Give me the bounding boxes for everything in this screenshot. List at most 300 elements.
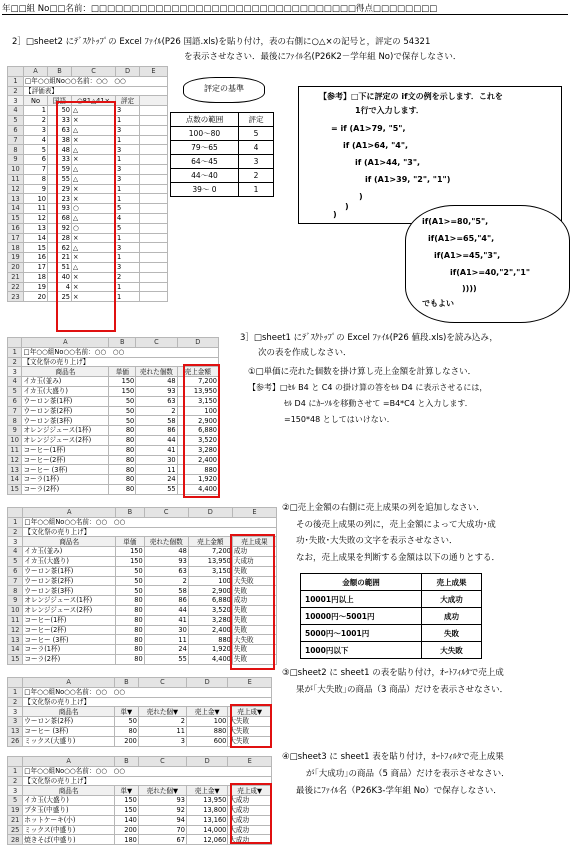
table-row [171,169,274,183]
col-header: C [72,67,116,77]
col-header: B [116,508,145,518]
table-row [8,547,277,557]
col-header: E [228,757,272,767]
row-header: 11 [8,174,24,184]
row-header: 8 [8,145,24,155]
item-cell: ウーロン茶(2杯) [23,576,116,586]
filter-header[interactable]: 商品名 [23,707,115,717]
ref-line: 【参考】□下に評定の if文の例を示します．これを [319,92,503,101]
score-cell: 28 [48,233,72,243]
ref-line: 1行で入力します． [355,106,424,115]
header-cell: 売上金額 [177,367,218,377]
col-header: B [109,338,136,348]
row-header: 10 [8,164,24,174]
row-header: 7 [8,576,23,586]
header-cell: 売上成果 [232,537,276,547]
table-row [8,805,272,815]
row-header: 15 [8,654,23,664]
price-cell: 80 [116,654,145,664]
grade-cell: 3 [116,145,140,155]
table-row [8,475,219,485]
price-cell: 50 [116,576,145,586]
grade-cell: 2 [238,169,273,183]
row-header: 8 [8,416,22,426]
corner-cell [8,678,23,688]
price-cell: 150 [114,805,138,815]
row-header: 6 [8,125,24,135]
q3-step2-line3: 功･失敗･大失敗の文字を表示させなさい． [296,536,458,546]
score-cell: 23 [48,194,72,204]
q3-step1-ref1: 【参考】□ｾﾙ B4 と C4 の掛け算の答をｾﾙ D4 に表示させるには， [248,383,488,392]
table-row [171,155,274,169]
qty-cell: 92 [138,805,186,815]
no-cell: 7 [24,164,48,174]
price-cell: 200 [114,736,138,746]
result-cell: 大失敗 [228,726,272,736]
row-header: 21 [8,815,23,825]
result-cell: 失敗 [232,615,276,625]
col-header: C [138,678,186,688]
header-cell: No [24,96,48,106]
price-cell: 80 [116,596,145,606]
mark-cell: × [72,115,116,125]
item-cell: ミックス(中盛り) [23,825,115,835]
table-row [8,576,277,586]
amount-cell: 100 [188,576,232,586]
no-cell: 12 [24,213,48,223]
price-cell: 80 [109,484,136,494]
grade-cell: 3 [116,262,140,272]
amount-cell: 1,920 [177,475,218,485]
row-header: 10 [8,605,23,615]
price-cell: 200 [114,825,138,835]
item-cell: オレンジジュース(1杯) [23,596,116,606]
row-header: 7 [8,135,24,145]
mark-cell: △ [72,213,116,223]
sheet-title-row: □年○○組No○○名前：○○ ○○ [24,76,168,86]
mark-cell: ○ [72,204,116,214]
col-header: C [144,508,188,518]
row-header: 21 [8,272,24,282]
price-cell: 50 [116,566,145,576]
corner-cell [8,757,23,767]
no-cell: 17 [24,262,48,272]
row-header: 4 [8,377,22,387]
price-cell: 150 [114,796,138,806]
filter-header[interactable]: 売れた個▼ [138,707,186,717]
q3-step4-line1: ④□sheet3 に sheet1 表を貼り付け，ｵｰﾄﾌｨﾙﾀで売上成果 [282,752,504,762]
qty-cell: 93 [136,386,177,396]
sheet-label-row: 【文化祭の売り上げ】 [23,776,272,786]
cloud-line: if(A1>=65,"4", [428,234,495,243]
table-row [8,736,272,746]
mark-cell: △ [72,243,116,253]
sales-criteria-head: 金額の範囲 [301,574,422,591]
table-row [301,608,482,625]
result-cell: 成功 [421,608,481,625]
table-row [301,591,482,608]
alt-if-cloud [405,205,570,323]
price-cell: 80 [116,635,145,645]
qty-cell: 41 [144,615,188,625]
qty-cell: 48 [144,547,188,557]
header-cell: 売れた個数 [136,367,177,377]
price-cell: 50 [109,406,136,416]
row-header: 6 [8,396,22,406]
mark-cell: × [72,233,116,243]
qty-cell: 93 [138,796,186,806]
item-cell: イカ玉(大盛り) [23,556,116,566]
ref-line: = if (A1>79, "5", [331,124,406,133]
item-cell: コーヒー (3杯) [22,465,109,475]
score-cell: 92 [48,223,72,233]
table-row [8,586,277,596]
qty-cell: 2 [138,717,186,727]
qty-cell: 58 [144,586,188,596]
row-header: 13 [8,635,23,645]
price-cell: 150 [116,556,145,566]
price-cell: 150 [109,377,136,387]
item-cell: イカ玉(大盛り) [23,796,115,806]
filter-header[interactable]: 売上金▼ [186,786,227,796]
row-header: 12 [8,625,23,635]
ref-line: ) [333,210,337,219]
grade-cell: 3 [238,155,273,169]
grade-cell: 5 [116,223,140,233]
mark-cell: ○ [72,223,116,233]
result-cell: 大成功 [232,556,276,566]
header-cell: 評定 [116,96,140,106]
grade-cell: 1 [116,135,140,145]
table-row [8,625,277,635]
mark-cell: △ [72,125,116,135]
filter-header[interactable]: 売れた個▼ [138,786,186,796]
amount-cell: 1,920 [188,645,232,655]
price-cell: 80 [116,645,145,655]
range-cell: 5000円〜1001円 [301,625,422,642]
price-cell: 140 [114,815,138,825]
row-header: 19 [8,253,24,263]
table-row [8,386,219,396]
score-cell: 93 [48,204,72,214]
item-cell: コーラ(2杯) [22,484,109,494]
row-header: 10 [8,435,22,445]
table-row [8,445,219,455]
amount-cell: 2,400 [177,455,218,465]
price-cell: 50 [114,717,138,727]
grade-spreadsheet: A B C D E 1 □年○○組No○○名前：○○ ○○ 2 【評価表】 3 No 国語 ○81△41× 評定 4 1 50 △ 3 5 2 33 × 1 6 3 63 △ 3 7 4 38 × 1 8 5 48 △ 3 9 6 33 × 1 10 7 59 △ 3 11 8 55 △ 3 12 9 29 × 1 13 10 23 × 1 14 11 93 ○ 5 15 12 68 △ 4 16 13 92 ○ 5 17 14 28 × 1 18 15 62 △ 3 19 16 21 × 1 20 17 51 △ 3 21 18 40 × 2 22 19 4 × 1 23 20 25 × 1 [7,66,168,302]
table-row [8,556,277,566]
cloud-line: if(A1>=80,"5", [422,217,489,226]
table-row [8,233,168,243]
filter-header[interactable]: 売上成▼ [228,786,272,796]
row-header: 15 [8,213,24,223]
corner-cell [8,508,23,518]
mark-cell: × [72,282,116,292]
q3-step3-line1: ③□sheet2 に sheet1 の表を貼り付け，ｵｰﾄﾌｨﾙﾀで売上成 [282,668,504,678]
amount-cell: 7,200 [188,547,232,557]
row-header: 4 [8,547,23,557]
table-row [8,204,168,214]
ref-line: if (A1>44, "3", [355,158,421,167]
item-cell: コーヒー (3杯) [23,635,116,645]
table-row [171,141,274,155]
row-header: 14 [8,204,24,214]
amount-cell: 2,900 [188,586,232,596]
price-cell: 80 [109,426,136,436]
grade-cell: 1 [116,292,140,302]
col-header: B [114,757,138,767]
col-header: E [228,678,272,688]
score-cell: 50 [48,106,72,116]
row-header: 12 [8,455,22,465]
result-cell: 失敗 [421,625,481,642]
row-header: 5 [8,386,22,396]
result-cell: 大失敗 [228,736,272,746]
header-cell: 単価 [116,537,145,547]
no-cell: 19 [24,282,48,292]
cloud-line: if(A1>=40,"2","1" [450,268,531,277]
cloud-line: )))) [462,284,477,293]
row-header: 5 [8,115,24,125]
cloud-line: if(A1>=45,"3", [434,251,501,260]
table-row [8,435,219,445]
table-row [8,465,219,475]
table-row [8,406,219,416]
score-cell: 68 [48,213,72,223]
amount-cell: 100 [186,717,227,727]
qty-cell: 58 [136,416,177,426]
score-cell: 51 [48,262,72,272]
amount-cell: 4,400 [188,654,232,664]
grade-cell: 2 [116,272,140,282]
filter-header[interactable]: 単▼ [114,786,138,796]
table-row [8,223,168,233]
table-row [8,835,272,845]
table-row [8,282,168,292]
result-cell: 大成功 [228,825,272,835]
mark-cell: △ [72,262,116,272]
q3-step4-line2: が｢大成功｣の商品（5 商品）だけを表示させなさい． [306,769,510,779]
item-cell: イカ玉(並み) [23,547,116,557]
sales-result-spreadsheet: A B C D E 1 □年○○組No○○名前：○○ ○○ 2 【文化祭の売り上げ】 3 商品名 単価 売れた個数 売上金額 売上成果 4 イカ玉(並み) 150 48 7,200 成功 5 イカ玉(大盛り) 150 93 13,950 大成功 6 ウーロン茶(1杯) 50 63 3,150 失敗 7 ウーロン茶(2杯) 50 2 100 大失敗 8 ウーロン茶(3杯) 50 58 2,900 失敗 9 オレンジジュース(1杯) 80 86 6,880 成功 10 オレンジジュース(2杯) 80 44 3,520 失敗 11 コーヒー(1杯) 80 41 3,280 失敗 12 コーヒー(2杯) 80 30 2,400 失敗 13 コーヒー (3杯) 80 11 880 大失敗 14 コーラ(1杯) 80 24 1,920 失敗 15 コーラ(2杯) 80 55 4,400 失敗 [7,507,277,665]
mark-cell: × [72,272,116,282]
range-cell: 79〜65 [171,141,239,155]
score-cell: 38 [48,135,72,145]
mark-cell: × [72,135,116,145]
criteria-head: 評定 [238,113,273,127]
table-row [8,377,219,387]
row-header: 7 [8,406,22,416]
table-row [8,596,277,606]
price-cell: 80 [116,625,145,635]
amount-cell: 880 [188,635,232,645]
price-cell: 50 [116,586,145,596]
amount-cell: 3,280 [188,615,232,625]
price-cell: 50 [109,416,136,426]
sales-spreadsheet: A B C D 1 □年○○組No○○名前：○○ ○○ 2 【文化祭の売り上げ】 3 商品名 単価 売れた個数 売上金額 4 イカ玉(並み) 150 48 7,200 5 イカ玉(大盛り) 150 93 13,950 6 ウーロン茶(1杯) 50 63 3,150 7 ウーロン茶(2杯) 50 2 100 8 ウーロン茶(3杯) 50 58 2,900 9 オレンジジュース(1杯) 80 86 6,880 10 オレンジジュース(2杯) 80 44 3,520 11 コーヒー(1杯) 80 41 3,280 12 コーヒー(2杯) 80 30 2,400 13 コーヒー (3杯) 80 11 880 14 コーラ(1杯) 80 24 1,920 15 コーラ(2杯) 80 55 4,400 [7,337,219,495]
result-cell: 大成功 [228,835,272,845]
qty-cell: 2 [136,406,177,416]
no-cell: 20 [24,292,48,302]
table-row [8,426,219,436]
amount-cell: 4,400 [177,484,218,494]
q3-step1-ref2: ｾﾙ D4 にｶｰｿﾙを移動させて =B4*C4 と入力します． [284,399,473,408]
qty-cell: 24 [144,645,188,655]
row-header: 13 [8,465,22,475]
q3-step3-line2: 果が｢大失敗｣の商品（3 商品）だけを表示させなさい． [296,685,509,695]
amount-cell: 13,950 [186,796,227,806]
mark-cell: × [72,184,116,194]
corner-cell [8,338,22,348]
row-header: 28 [8,835,23,845]
amount-cell: 14,000 [186,825,227,835]
row-header: 20 [8,262,24,272]
amount-cell: 6,880 [188,596,232,606]
row-header: 12 [8,184,24,194]
grade-cell: 1 [116,282,140,292]
score-cell: 33 [48,115,72,125]
filtered-fail-spreadsheet: A B C D E 1 □年○○組No○○名前：○○ ○○ 2 【文化祭の売り上げ】 3 商品名 単▼ 売れた個▼ 売上金▼ 売上成▼ 3 ウーロン茶(2杯) 50 2 100 大失敗 13 コーヒー (3杯) 80 11 880 大失敗 26 ミックス(大盛り) 200 3 600 大失敗 [7,677,272,747]
range-cell: 10001円以上 [301,591,422,608]
sheet-title-row: □年○○組No○○名前：○○ ○○ [23,687,272,697]
row-header: 25 [8,825,23,835]
no-cell: 5 [24,145,48,155]
grade-cell: 1 [238,183,273,197]
col-header: E [140,67,168,77]
sales-criteria-table [300,573,482,659]
price-cell: 80 [114,726,138,736]
grade-cell: 5 [238,127,273,141]
item-cell: ウーロン茶(3杯) [22,416,109,426]
result-cell: 大失敗 [232,635,276,645]
table-row [8,484,219,494]
header-cell: 商品名 [22,367,109,377]
q3-step4-line3: 最後にﾌｧｲﾙ名（P26K3-学年組 No）で保存しなさい． [296,786,502,796]
qty-cell: 86 [136,426,177,436]
amount-cell: 3,150 [177,396,218,406]
table-row [8,455,219,465]
no-cell: 11 [24,204,48,214]
sheet-label-row: 【文化祭の売り上げ】 [23,527,277,537]
score-cell: 55 [48,174,72,184]
table-row [8,135,168,145]
name-score-header: 年□□組 No□□名前：□□□□□□□□□□□□□□□□□□□□□□□□□□□□□□□□□得点□□□□□□□□ [2,2,568,15]
amount-cell: 880 [186,726,227,736]
col-header: C [138,757,186,767]
item-cell: ウーロン茶(1杯) [23,566,116,576]
amount-cell: 2,900 [177,416,218,426]
no-cell: 1 [24,106,48,116]
filter-header[interactable]: 売上金▼ [186,707,227,717]
table-row [8,416,219,426]
range-cell: 10000円〜5001円 [301,608,422,625]
result-cell: 失敗 [232,645,276,655]
row-header: 14 [8,475,22,485]
qty-cell: 63 [144,566,188,576]
header-cell: 国語 [48,96,72,106]
row-header: 4 [8,106,24,116]
item-cell: ブタ玉(中盛り) [23,805,115,815]
sheet-label-row: 【文化祭の売り上げ】 [22,357,219,367]
col-header: E [232,508,276,518]
range-cell: 44〜40 [171,169,239,183]
mark-cell: × [72,194,116,204]
q3-step2-line2: その後売上成果の列に，売上金額によって大成功･成 [296,520,496,530]
item-cell: コーヒー(2杯) [23,625,116,635]
row-header: 14 [8,645,23,655]
table-row [8,253,168,263]
grade-cell: 3 [116,106,140,116]
header-cell: 単価 [109,367,136,377]
table-row [8,566,277,576]
filter-header[interactable]: 単▼ [114,707,138,717]
sales-criteria-head: 売上成果 [421,574,481,591]
col-header: D [188,508,232,518]
item-cell: ウーロン茶(2杯) [23,717,115,727]
price-cell: 80 [109,475,136,485]
no-cell: 3 [24,125,48,135]
q3-line2: 次の表を作成しなさい． [258,348,352,358]
item-cell: イカ玉(並み) [22,377,109,387]
item-cell: ウーロン茶(2杯) [22,406,109,416]
table-row [8,605,277,615]
col-header: A [23,508,116,518]
qty-cell: 3 [138,736,186,746]
score-cell: 21 [48,253,72,263]
table-row [8,213,168,223]
score-cell: 4 [48,282,72,292]
qty-cell: 44 [144,605,188,615]
score-cell: 40 [48,272,72,282]
item-cell: コーヒー (3杯) [23,726,115,736]
no-cell: 9 [24,184,48,194]
q3-step1-ref3: =150*48 としてはいけない． [284,415,395,424]
header-cell: 売れた個数 [144,537,188,547]
row-header: 9 [8,155,24,165]
sheet-label-row: 【文化祭の売り上げ】 [23,697,272,707]
ref-line: if (A1>64, "4", [343,141,409,150]
col-header: B [114,678,138,688]
table-row [8,125,168,135]
grade-cell: 5 [116,204,140,214]
qty-cell: 86 [144,596,188,606]
table-row [301,642,482,659]
filter-header[interactable]: 売上成▼ [228,707,272,717]
qty-cell: 63 [136,396,177,406]
table-row [8,815,272,825]
criteria-head: 点数の範囲 [171,113,239,127]
no-cell: 10 [24,194,48,204]
result-cell: 失敗 [232,586,276,596]
qty-cell: 41 [136,445,177,455]
score-cell: 59 [48,164,72,174]
range-cell: 64〜45 [171,155,239,169]
table-row [8,645,277,655]
qty-cell: 44 [136,435,177,445]
no-cell: 16 [24,253,48,263]
no-cell: 15 [24,243,48,253]
filter-header[interactable]: 商品名 [23,786,115,796]
ref-line: if (A1>39, "2", "1") [365,175,451,184]
amount-cell: 880 [177,465,218,475]
amount-cell: 13,800 [186,805,227,815]
grade-rows [8,106,168,302]
result-cell: 大失敗 [228,717,272,727]
mark-cell: △ [72,145,116,155]
score-cell: 33 [48,155,72,165]
table-row [8,145,168,155]
